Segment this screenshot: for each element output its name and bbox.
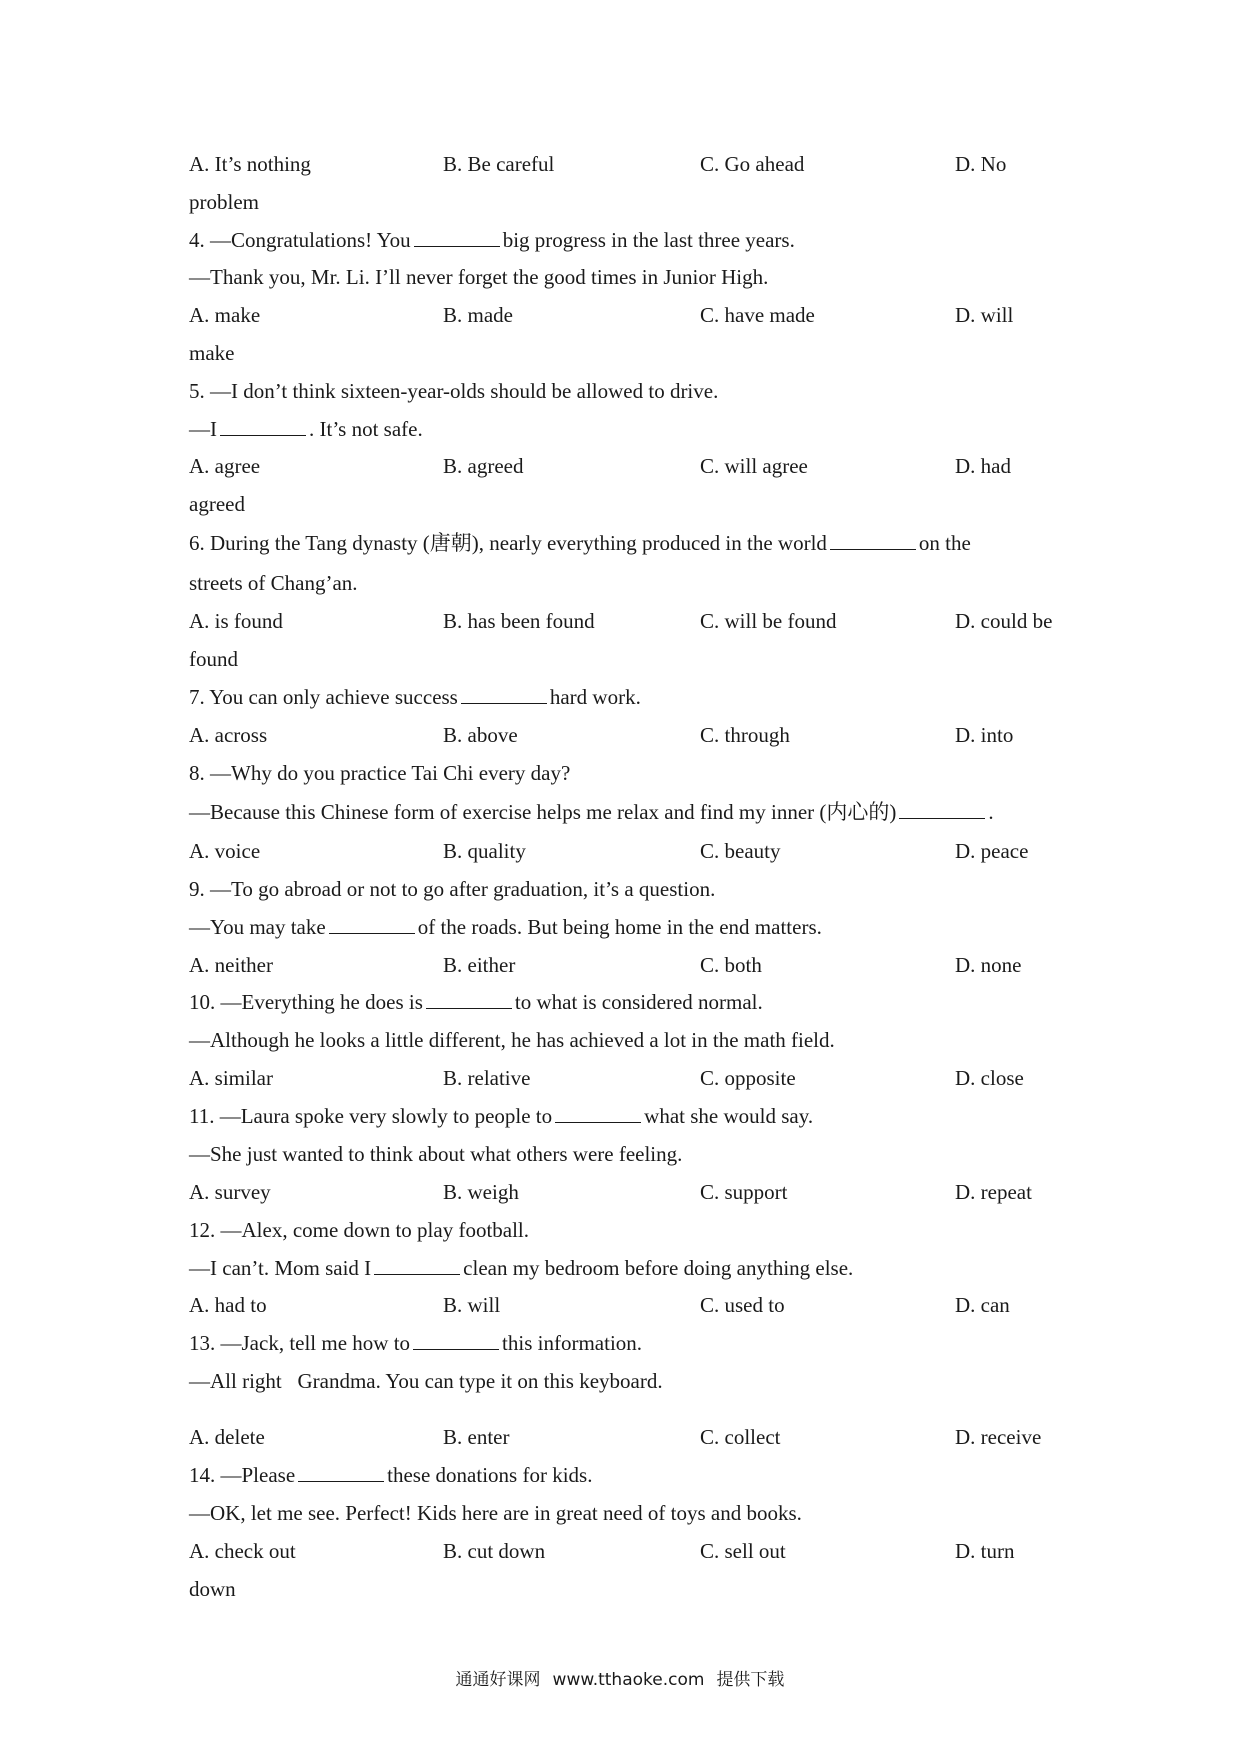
q14-option-b: B. cut down	[443, 1539, 546, 1563]
q6-option-a: A. is found	[189, 609, 283, 633]
q12-option-d: D. can	[955, 1293, 1010, 1317]
q4-text-pre: 4. —Congratulations! You	[189, 228, 411, 252]
q13-blank	[413, 1331, 499, 1350]
q12-blank	[374, 1256, 460, 1275]
q14-reply: —OK, let me see. Perfect! Kids here are in great need of toys and books.	[189, 1501, 802, 1525]
q14-text-post: these donations for kids.	[387, 1463, 593, 1487]
q7-blank	[461, 685, 547, 704]
q8-text-pre: —Because this Chinese form of exercise helps me relax and find my inner (内心的)	[189, 800, 897, 824]
footer-site-name: 通通好课网	[455, 1670, 541, 1690]
q4-option-d: D. will	[955, 303, 1014, 327]
q4-option-d-wrap: make	[189, 341, 235, 365]
q13-text-post: this information.	[502, 1331, 643, 1355]
q11-blank	[555, 1104, 641, 1123]
q5-blank	[220, 417, 306, 436]
q4-question	[189, 227, 795, 253]
q12-reply	[189, 1255, 853, 1281]
q3-option-a: A. It’s nothing	[189, 152, 311, 176]
q6-text-post: on the	[918, 531, 971, 555]
q7-option-a: A. across	[189, 723, 268, 747]
q5-reply	[189, 416, 423, 442]
q6-option-b: B. has been found	[443, 609, 595, 633]
q8-reply	[189, 799, 994, 825]
q4-text-post: big progress in the last three years.	[502, 228, 795, 252]
q14-blank	[298, 1463, 384, 1482]
q5-option-a: A. agree	[189, 454, 261, 478]
q13-option-d: D. receive	[955, 1425, 1042, 1449]
q14-question	[189, 1462, 592, 1488]
q11-option-d: D. repeat	[955, 1180, 1032, 1204]
q10-reply: —Although he looks a little different, he has achieved a lot in the math field.	[189, 1028, 835, 1052]
q4-option-b: B. made	[443, 303, 513, 327]
q8-option-d: D. peace	[955, 839, 1029, 863]
q7-option-d: D. into	[955, 723, 1014, 747]
q4-blank	[414, 228, 500, 247]
q5-option-b: B. agreed	[443, 454, 524, 478]
q9-blank	[329, 915, 415, 934]
q4-option-a: A. make	[189, 303, 261, 327]
footer-url: www.tthaoke.com	[552, 1670, 705, 1690]
q13-question	[189, 1330, 642, 1356]
q10-option-a: A. similar	[189, 1066, 273, 1090]
q11-question	[189, 1103, 813, 1129]
q13-option-a: A. delete	[189, 1425, 265, 1449]
q3-option-c: C. Go ahead	[700, 152, 805, 176]
q5-option-d: D. had	[955, 454, 1011, 478]
q9-option-a: A. neither	[189, 953, 273, 977]
q7-option-b: B. above	[443, 723, 518, 747]
q5-question: 5. —I don’t think sixteen-year-olds should be allowed to drive.	[189, 379, 719, 403]
q8-option-c: C. beauty	[700, 839, 781, 863]
q9-question: 9. —To go abroad or not to go after graduation, it’s a question.	[189, 877, 716, 901]
q10-option-c: C. opposite	[700, 1066, 796, 1090]
q6-option-d-wrap: found	[189, 647, 238, 671]
footer-suffix: 提供下载	[716, 1670, 785, 1690]
q5-option-c: C. will agree	[700, 454, 808, 478]
q10-option-d: D. close	[955, 1066, 1024, 1090]
q13-reply: —All right Grandma. You can type it on this keyboard.	[189, 1369, 663, 1393]
q12-text-post: clean my bedroom before doing anything else.	[463, 1256, 854, 1280]
q13-option-c: C. collect	[700, 1425, 781, 1449]
q6-question-line2: streets of Chang’an.	[189, 571, 358, 595]
q5-option-d-wrap: agreed	[189, 492, 245, 516]
q11-option-a: A. survey	[189, 1180, 271, 1204]
q11-text-pre: 11. —Laura spoke very slowly to people to	[189, 1104, 553, 1128]
q11-text-post: what she would say.	[644, 1104, 814, 1128]
q14-option-d-wrap: down	[189, 1577, 236, 1601]
q11-option-b: B. weigh	[443, 1180, 519, 1204]
q9-option-c: C. both	[700, 953, 762, 977]
q14-option-d: D. turn	[955, 1539, 1015, 1563]
q4-option-c: C. have made	[700, 303, 815, 327]
q10-text-post: to what is considered normal.	[514, 990, 763, 1014]
q5-text-post: . It’s not safe.	[309, 417, 423, 441]
q13-option-b: B. enter	[443, 1425, 510, 1449]
q4-reply: —Thank you, Mr. Li. I’ll never forget the good times in Junior High.	[189, 265, 769, 289]
q7-question	[189, 684, 641, 710]
q9-option-b: B. either	[443, 953, 516, 977]
q10-blank	[426, 990, 512, 1009]
page-footer	[0, 1668, 1240, 1692]
q14-text-pre: 14. —Please	[189, 1463, 296, 1487]
q11-reply: —She just wanted to think about what others were feeling.	[189, 1142, 683, 1166]
q9-reply	[189, 914, 822, 940]
q3-option-b: B. Be careful	[443, 152, 555, 176]
q7-text-post: hard work.	[549, 685, 641, 709]
q3-option-d-wrap: problem	[189, 190, 259, 214]
q12-question: 12. —Alex, come down to play football.	[189, 1218, 530, 1242]
q7-option-c: C. through	[700, 723, 790, 747]
q12-option-c: C. used to	[700, 1293, 785, 1317]
q5-text-pre: —I	[189, 417, 217, 441]
q14-option-c: C. sell out	[700, 1539, 786, 1563]
q8-blank	[899, 800, 985, 819]
q12-text-pre: —I can’t. Mom said I	[189, 1256, 372, 1280]
q6-text-pre: 6. During the Tang dynasty (唐朝), nearly everything produced in the world	[189, 531, 827, 555]
q9-text-post: of the roads. But being home in the end matters.	[417, 915, 822, 939]
q13-text-pre: 13. —Jack, tell me how to	[189, 1331, 411, 1355]
q10-question	[189, 989, 763, 1015]
q9-option-d: D. none	[955, 953, 1022, 977]
q12-option-b: B. will	[443, 1293, 501, 1317]
q7-text-pre: 7. You can only achieve success	[189, 685, 458, 709]
q8-option-a: A. voice	[189, 839, 261, 863]
q8-option-b: B. quality	[443, 839, 526, 863]
q6-blank	[830, 531, 916, 550]
q3-option-d: D. No	[955, 152, 1007, 176]
q6-option-c: C. will be found	[700, 609, 837, 633]
q14-option-a: A. check out	[189, 1539, 296, 1563]
q10-text-pre: 10. —Everything he does is	[189, 990, 423, 1014]
q11-option-c: C. support	[700, 1180, 788, 1204]
q8-text-post: .	[988, 800, 994, 824]
q9-text-pre: —You may take	[189, 915, 326, 939]
q10-option-b: B. relative	[443, 1066, 531, 1090]
q6-option-d: D. could be	[955, 609, 1053, 633]
q12-option-a: A. had to	[189, 1293, 267, 1317]
q8-question: 8. —Why do you practice Tai Chi every day?	[189, 761, 571, 785]
q6-question	[189, 530, 971, 556]
